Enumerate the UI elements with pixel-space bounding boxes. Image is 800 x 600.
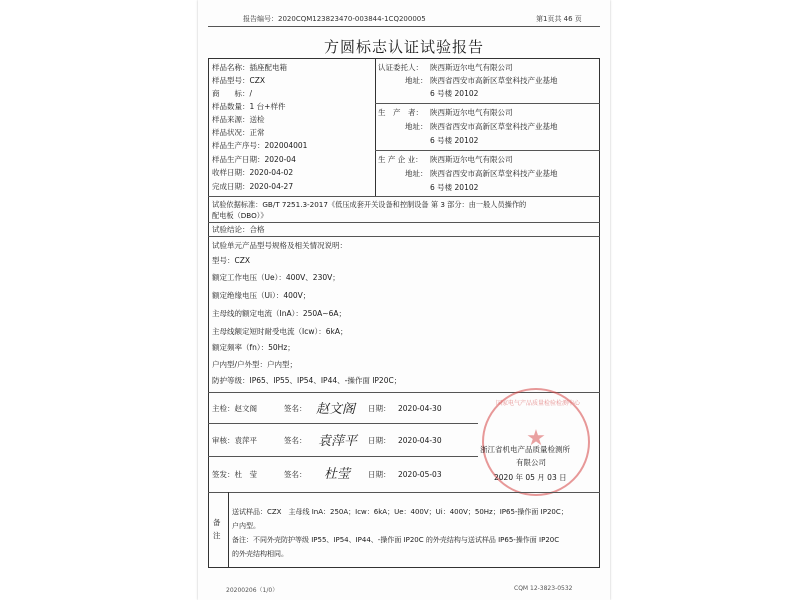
seal-star-icon: ★ — [526, 426, 546, 451]
section-rule — [208, 492, 600, 493]
reviewer-signature: 袁萍平 — [318, 434, 358, 449]
approver-signature: 杜莹 — [324, 467, 351, 482]
factory-addr-label: 地址： — [405, 169, 428, 178]
approver-role: 签发：杜 莹 — [212, 470, 257, 479]
remarks-line1: 送试样品：CZX 主母线 InA：250A；Icw：6kA；Ue：400V；Ui：400V；50Hz；IP65-操作面 IP20C； — [232, 508, 568, 516]
factory-label: 生 产 企 业： — [378, 155, 423, 164]
signature-rule — [208, 456, 478, 457]
manufacturer-label: 生 产 者： — [378, 108, 423, 117]
reviewer-date: 2020-04-30 — [398, 436, 442, 445]
factory-name: 陕西斯迈尔电气有限公司 — [430, 155, 513, 164]
unit-indoor-outdoor: 户内型/户外型：户内型； — [212, 360, 298, 369]
page-indicator: 第1页共 46 页 — [536, 15, 582, 23]
approver-date: 2020-05-03 — [398, 470, 442, 479]
reviewer-sign-label: 签名： — [284, 436, 307, 445]
section-rule — [208, 196, 600, 197]
testing-org-name: 浙江省机电产品质量检测所 — [480, 445, 570, 454]
field-trademark: 商 标：/ — [212, 89, 253, 98]
unit-protection-level: 防护等级：IP65、IP55、IP54、IP44、-操作面 IP20C； — [212, 376, 402, 385]
block-rule — [375, 103, 600, 104]
remarks-label: 备 注 — [213, 518, 221, 540]
reviewer-role: 审核：袁萍平 — [212, 436, 257, 445]
field-production-date: 样品生产日期：2020-04 — [212, 155, 296, 164]
remarks-divider — [228, 492, 229, 568]
manufacturer-addr-label: 地址： — [405, 122, 428, 131]
reviewer-date-label: 日期： — [368, 436, 391, 445]
factory-addr1: 陕西省西安市高新区草堂科技产业基地 — [430, 169, 558, 178]
unit-short-time-current: 主母线额定短时耐受电流（Icw）：6kA； — [212, 327, 348, 336]
field-sample-model: 样品型号：CZX — [212, 76, 266, 85]
unit-rated-voltage: 额定工作电压（Ue）：400V、230V； — [212, 273, 340, 282]
field-condition: 样品状况：正常 — [212, 128, 265, 137]
field-source: 样品来源：送检 — [212, 115, 265, 124]
client-addr-label: 地址： — [405, 76, 428, 85]
issue-date: 2020 年 05 月 03 日 — [494, 473, 567, 482]
footer-form-code: 20200206（1/0） — [226, 587, 279, 594]
unit-busbar-current: 主母线的额定电流（InA）：250A~6A； — [212, 309, 346, 318]
remarks-line3: 备注：不同外壳防护等级 IP55、IP54、IP44、-操作面 IP20C 的外壳结构与送试样品 IP65-操作面 IP20C — [232, 536, 560, 544]
inspector-date-label: 日期： — [368, 404, 391, 413]
client-label: 认证委托人： — [378, 63, 423, 72]
test-conclusion: 试验结论：合格 — [212, 225, 265, 234]
inspector-role: 主检：赵文阁 — [212, 404, 257, 413]
unit-model: 型号：CZX — [212, 256, 251, 265]
signature-rule — [208, 423, 478, 424]
info-divider — [375, 58, 376, 196]
field-completed-date: 完成日期：2020-04-27 — [212, 182, 294, 191]
field-received-date: 收样日期：2020-04-02 — [212, 168, 294, 177]
manufacturer-addr2: 6 号楼 20102 — [430, 136, 479, 145]
field-serial: 样品生产序号：202004001 — [212, 141, 308, 150]
report-page — [198, 0, 610, 600]
manufacturer-name: 陕西斯迈尔电气有限公司 — [430, 108, 513, 117]
field-quantity: 样品数量：1 台+样件 — [212, 102, 286, 111]
unit-frequency: 额定频率（fn）：50Hz； — [212, 343, 295, 352]
remarks-line2: 户内型。 — [232, 522, 260, 530]
client-name: 陕西斯迈尔电气有限公司 — [430, 63, 513, 72]
seal-ring-text: 国家电气产品质量检验检测中心 — [495, 400, 580, 407]
footer-doc-code: CQM 12-3823-0532 — [514, 585, 573, 592]
unit-insulation-voltage: 额定绝缘电压（Ui）：400V； — [212, 291, 311, 300]
report-title: 方圆标志认证试验报告 — [323, 38, 484, 56]
header-rule — [208, 26, 600, 27]
factory-addr2: 6 号楼 20102 — [430, 183, 479, 192]
client-addr2: 6 号楼 20102 — [430, 89, 479, 98]
block-rule — [375, 150, 600, 151]
test-standard-line2: 配电板（DBO）》 — [212, 211, 268, 220]
approver-date-label: 日期： — [368, 470, 391, 479]
inspector-date: 2020-04-30 — [398, 404, 442, 413]
approver-sign-label: 签名： — [284, 470, 307, 479]
unit-heading: 试验单元产品型号规格及相关情况说明： — [212, 241, 347, 250]
inspector-sign-label: 签名： — [284, 404, 307, 413]
section-rule — [208, 222, 600, 223]
testing-org-suffix: 有限公司 — [516, 458, 546, 467]
section-rule — [208, 236, 600, 237]
inspector-signature: 赵文阁 — [316, 402, 356, 417]
remarks-line4: 的外壳结构相同。 — [232, 550, 288, 558]
test-standard-line1: 试验依据标准：GB/T 7251.3-2017《低压成套开关设备和控制设备 第 3 部分：由一般人员操作的 — [212, 200, 527, 209]
manufacturer-addr1: 陕西省西安市高新区草堂科技产业基地 — [430, 122, 558, 131]
field-sample-name: 样品名称：插座配电箱 — [212, 63, 287, 72]
report-number: 报告编号：2020CQM123823470-003844-1CQ200005 — [243, 15, 426, 23]
client-addr1: 陕西省西安市高新区草堂科技产业基地 — [430, 76, 558, 85]
